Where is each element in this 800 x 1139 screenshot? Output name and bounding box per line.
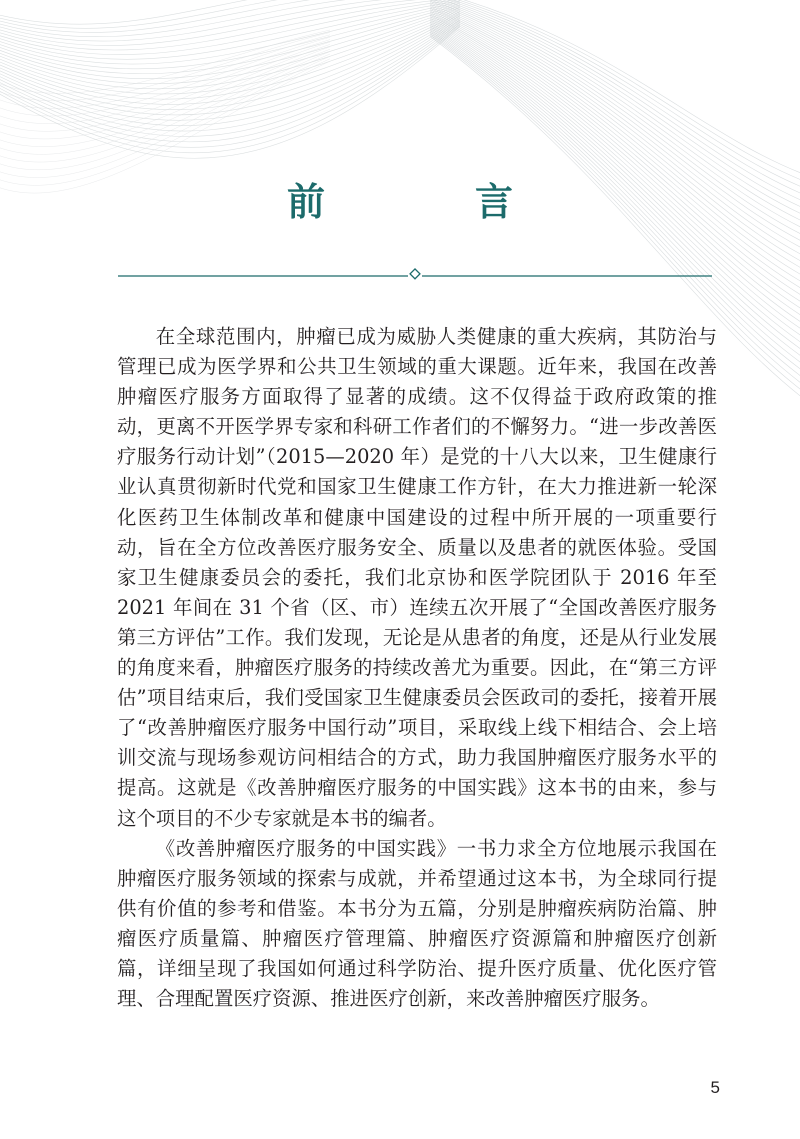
diamond-ornament-icon — [410, 269, 420, 279]
title-divider — [118, 268, 712, 284]
page-title: 前 言 — [286, 180, 569, 224]
paragraph-2: 《改善肿瘤医疗服务的中国实践》一书力求全方位地展示我国在肿瘤医疗服务领域的探索与成就，并希望通过这本书，为全球同行提供有价值的参考和借鉴。本书分为五篇，分别是肿瘤疾病防治篇、肿瘤医疗质量篇、肿瘤医疗管理篇、肿瘤医疗资源篇和肿瘤医疗创新篇，详细呈现了我国如何通过科学防治、提升医疗质量、优化医疗管理、合理配置医疗资源、推进医疗创新，来改善肿瘤医疗服务。 — [117, 836, 717, 1011]
preface-body — [117, 322, 717, 1014]
paragraph-1: 在全球范围内，肿瘤已成为威胁人类健康的重大疾病，其防治与管理已成为医学界和公共卫生领域的重大课题。近年来，我国在改善肿瘤医疗服务方面取得了显著的成绩。这不仅得益于政府政策的推动，更离不开医学界专家和科研工作者们的不懈努力。“进一步改善医疗服务行动计划”（2015—2020 年）是党的十八大以来，卫生健康行业认真贯彻新时代党和国家卫生健康工作方针，在大力推进新一轮深化医药卫生体制改革和健康中国建设的过程中所开展的一项重要行动，旨在全方位改善医疗服务安全、质量以及患者的就医体验。受国家卫生健康委员会的委托，我们北京协和医学院团队于 2016 年至 2021 年间在 31 个省（区、市）连续五次开展了“全国改善医疗服务第三方评估”工作。我们发现，无论是从患者的角度，还是从行业发展的角度来看，肿瘤医疗服务的持续改善尤为重要。因此，在“第三方评估”项目结束后，我们受国家卫生健康委员会医政司的委托，接着开展了“改善肿瘤医疗服务中国行动”项目，采取线上线下相结合、会上培训交流与现场参观访问相结合的方式，助力我国肿瘤医疗服务水平的提高。这就是《改善肿瘤医疗服务的中国实践》这本书的由来，参与这个项目的不少专家就是本书的编者。 — [117, 325, 717, 830]
page-number: 5 — [710, 1078, 720, 1097]
